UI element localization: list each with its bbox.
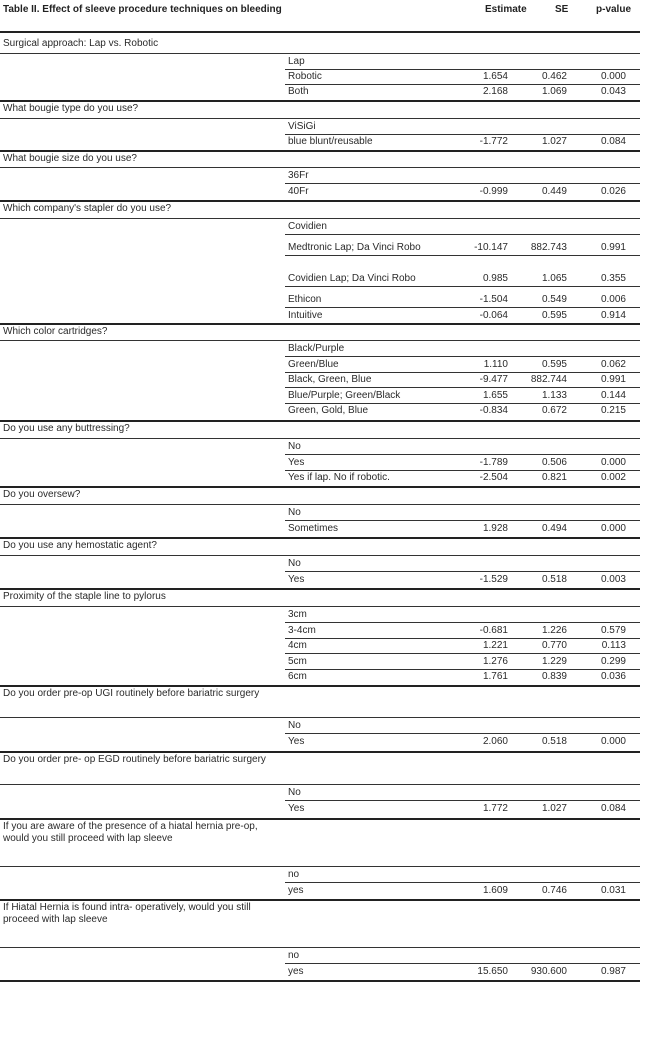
se-value: 0.770	[541, 640, 567, 651]
estimate-value: 1.761	[482, 671, 508, 682]
option-label: blue blunt/reusable	[288, 136, 373, 147]
option-label: No	[288, 558, 301, 569]
question-label: Which company's stapler do you use?	[3, 203, 172, 214]
estimate-value: -0.999	[479, 186, 508, 197]
row-divider	[285, 520, 640, 521]
estimate-value: 1.928	[482, 523, 508, 534]
p-value: 0.113	[601, 640, 626, 651]
p-value: 0.987	[600, 966, 626, 977]
se-value: 0.549	[541, 294, 567, 305]
row-divider	[285, 255, 640, 256]
row-divider	[285, 356, 640, 357]
p-value: 0.144	[600, 390, 626, 401]
column-header-estimate: Estimate	[485, 4, 527, 15]
se-value: 882.743	[530, 242, 567, 253]
se-value: 0.839	[541, 671, 567, 682]
se-value: 1.027	[541, 136, 567, 147]
row-divider	[0, 588, 640, 590]
row-divider	[0, 818, 640, 820]
option-label: Green/Blue	[288, 359, 339, 370]
row-divider	[0, 200, 640, 202]
estimate-value: -2.504	[479, 472, 508, 483]
se-value: 0.672	[541, 405, 567, 416]
question-label: Do you use any buttressing?	[3, 423, 130, 434]
se-value: 1.027	[541, 803, 567, 814]
row-divider	[0, 420, 640, 422]
estimate-value: 0.985	[482, 273, 508, 284]
estimate-value: 15.650	[477, 966, 508, 977]
table-header	[0, 0, 645, 30]
estimate-value: -1.529	[479, 574, 508, 585]
row-divider	[285, 134, 640, 135]
row-divider	[285, 403, 640, 404]
option-label: Intuitive	[288, 310, 323, 321]
p-value: 0.031	[600, 885, 626, 896]
estimate-value: 1.609	[482, 885, 508, 896]
row-divider	[0, 537, 640, 539]
p-value: 0.062	[600, 359, 626, 370]
p-value: 0.215	[600, 405, 626, 416]
estimate-value: -1.504	[479, 294, 508, 305]
row-divider	[0, 899, 640, 901]
row-divider	[285, 733, 640, 734]
estimate-value: 1.276	[482, 656, 508, 667]
se-value: 1.226	[541, 625, 567, 636]
row-divider	[0, 118, 640, 119]
option-label: Yes	[288, 574, 305, 585]
estimate-value: -0.834	[479, 405, 508, 416]
p-value: 0.991	[600, 374, 626, 385]
row-divider	[0, 784, 640, 785]
row-divider	[0, 150, 640, 152]
row-divider	[0, 685, 640, 687]
estimate-value: -0.064	[479, 310, 508, 321]
option-label: Yes	[288, 803, 305, 814]
row-divider	[285, 307, 640, 308]
option-label: Yes	[288, 736, 305, 747]
row-divider	[285, 622, 640, 623]
p-value: 0.299	[600, 656, 626, 667]
row-divider	[285, 470, 640, 471]
row-divider	[0, 167, 640, 168]
option-label: Green, Gold, Blue	[288, 405, 369, 416]
option-label: Ethicon	[288, 294, 322, 305]
p-value: 0.002	[600, 472, 626, 483]
row-divider	[0, 486, 640, 488]
option-label: Both	[288, 86, 309, 97]
option-label: 3-4cm	[288, 625, 316, 636]
se-value: 0.462	[541, 71, 567, 82]
p-value: 0.000	[600, 523, 626, 534]
column-header-pvalue: p-value	[596, 4, 632, 15]
row-divider	[0, 751, 640, 753]
se-value: 0.595	[541, 310, 567, 321]
p-value: 0.355	[600, 273, 626, 284]
se-value: 0.746	[541, 885, 567, 896]
row-divider	[0, 100, 640, 102]
row-divider	[0, 947, 640, 948]
option-label: Lap	[288, 56, 305, 67]
row-divider	[285, 571, 640, 572]
option-label: 5cm	[288, 656, 307, 667]
estimate-value: -1.772	[479, 136, 508, 147]
row-divider	[285, 669, 640, 670]
se-value: 882.744	[530, 374, 567, 385]
option-label: Robotic	[288, 71, 322, 82]
se-value: 1.133	[541, 390, 567, 401]
row-divider	[0, 717, 640, 718]
se-value: 1.065	[541, 273, 567, 284]
option-label: Covidien Lap; Da Vinci Robo	[288, 273, 416, 284]
option-label: no	[288, 950, 300, 961]
p-value: 0.991	[600, 242, 626, 253]
estimate-value: 1.110	[483, 359, 508, 370]
estimate-value: -9.477	[479, 374, 508, 385]
row-divider	[0, 438, 640, 439]
row-divider	[285, 454, 640, 455]
option-label: Blue/Purple; Green/Black	[288, 390, 401, 401]
se-value: 0.494	[541, 523, 567, 534]
row-divider	[285, 84, 640, 85]
p-value: 0.006	[600, 294, 626, 305]
question-label: What bougie size do you use?	[3, 153, 137, 164]
estimate-value: 1.772	[482, 803, 508, 814]
p-value: 0.043	[600, 86, 626, 97]
row-divider	[285, 963, 640, 964]
estimate-value: 2.168	[482, 86, 508, 97]
row-divider	[0, 980, 640, 982]
p-value: 0.003	[600, 574, 626, 585]
option-label: Sometimes	[288, 523, 339, 534]
p-value: 0.026	[600, 186, 626, 197]
question-label: Do you oversew?	[3, 489, 81, 500]
option-label: Medtronic Lap; Da Vinci Robo	[288, 242, 421, 253]
question-label: Do you order pre-op UGI routinely before bariatric surgery	[3, 688, 260, 699]
option-label: yes	[288, 885, 304, 896]
option-label: No	[288, 720, 301, 731]
se-value: 930.600	[530, 966, 567, 977]
row-divider	[0, 866, 640, 867]
row-divider	[0, 555, 640, 556]
estimate-value: 1.655	[482, 390, 508, 401]
row-divider	[0, 504, 640, 505]
option-label: ViSiGi	[288, 121, 316, 132]
option-label: Yes	[288, 457, 305, 468]
question-label: Surgical approach: Lap vs. Robotic	[3, 38, 159, 49]
row-divider	[0, 323, 640, 325]
option-label: yes	[288, 966, 304, 977]
row-divider	[0, 218, 640, 219]
question-label: What bougie type do you use?	[3, 103, 139, 114]
option-label: Yes if lap. No if robotic.	[288, 472, 390, 483]
row-divider	[0, 606, 640, 607]
p-value: 0.084	[600, 803, 626, 814]
se-value: 0.506	[541, 457, 567, 468]
p-value: 0.579	[600, 625, 626, 636]
option-label: No	[288, 507, 301, 518]
estimate-value: -1.789	[479, 457, 508, 468]
se-value: 0.821	[541, 472, 567, 483]
row-divider	[285, 800, 640, 801]
estimate-value: -10.147	[474, 242, 508, 253]
se-value: 1.069	[541, 86, 567, 97]
option-label: Black/Purple	[288, 343, 345, 354]
row-divider	[285, 286, 640, 287]
p-value: 0.000	[600, 71, 626, 82]
row-divider	[285, 234, 640, 235]
option-label: Covidien	[288, 221, 327, 232]
question-label: Which color cartridges?	[3, 326, 108, 337]
question-label: Do you use any hemostatic agent?	[3, 540, 157, 551]
option-label: 40Fr	[288, 186, 309, 197]
se-value: 0.518	[541, 736, 567, 747]
p-value: 0.000	[600, 457, 626, 468]
row-divider	[285, 387, 640, 388]
se-value: 0.449	[541, 186, 567, 197]
estimate-value: 1.654	[482, 71, 508, 82]
row-divider	[285, 69, 640, 70]
table-title: Table II. Effect of sleeve procedure techniques on bleeding	[3, 4, 282, 15]
row-divider	[285, 638, 640, 639]
p-value: 0.036	[600, 671, 626, 682]
row-divider	[0, 31, 640, 33]
estimate-value: 1.221	[482, 640, 508, 651]
option-label: 6cm	[288, 671, 307, 682]
row-divider	[285, 882, 640, 883]
row-divider	[285, 653, 640, 654]
option-label: No	[288, 441, 301, 452]
p-value: 0.084	[600, 136, 626, 147]
question-label: Proximity of the staple line to pylorus	[3, 591, 166, 602]
question-label: If you are aware of the presence of a hiatal hernia pre-op, would you still proceed with lap sleeve	[3, 821, 258, 844]
row-divider	[285, 372, 640, 373]
se-value: 1.229	[541, 656, 567, 667]
estimate-value: 2.060	[482, 736, 508, 747]
estimate-value: -0.681	[479, 625, 508, 636]
row-divider	[0, 340, 640, 341]
se-value: 0.518	[541, 574, 567, 585]
p-value: 0.914	[600, 310, 626, 321]
question-label: Do you order pre- op EGD routinely before bariatric surgery	[3, 754, 266, 765]
option-label: Black, Green, Blue	[288, 374, 372, 385]
option-label: No	[288, 787, 301, 798]
option-label: 4cm	[288, 640, 307, 651]
column-header-se: SE	[555, 4, 569, 15]
p-value: 0.000	[600, 736, 626, 747]
row-divider	[0, 53, 640, 54]
option-label: no	[288, 869, 300, 880]
se-value: 0.595	[541, 359, 567, 370]
question-label: If Hiatal Hernia is found intra- operatively, would you still proceed with lap sleeve	[3, 902, 251, 925]
option-label: 36Fr	[288, 170, 309, 181]
option-label: 3cm	[288, 609, 307, 620]
row-divider	[285, 183, 640, 184]
